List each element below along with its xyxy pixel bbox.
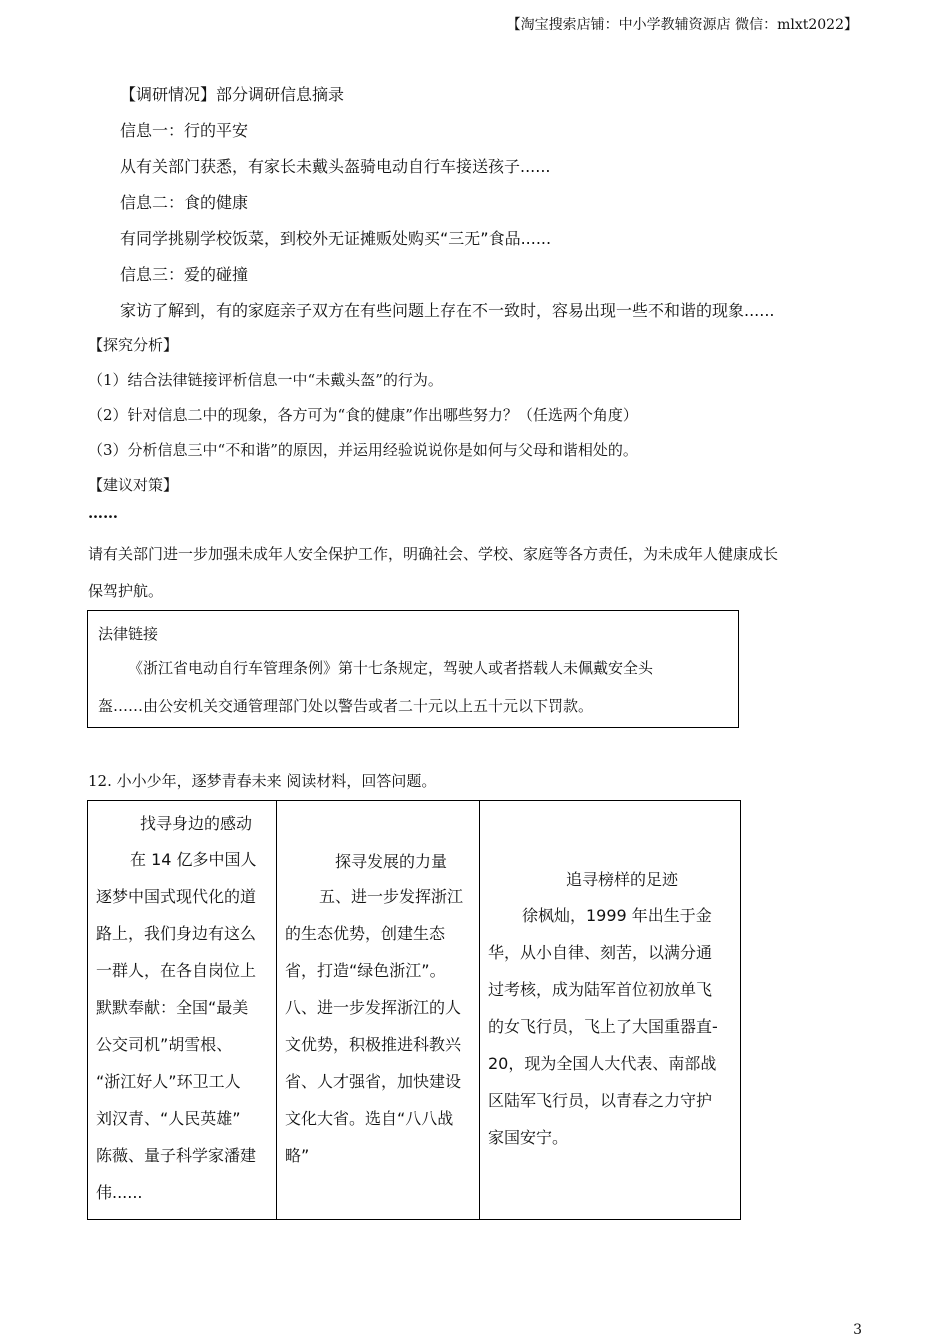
material-col-2 [277, 801, 480, 1220]
info1-text: 从有关部门获悉，有家长未戴头盔骑电动自行车接送孩子...... [120, 157, 551, 176]
col2-line: 八、进一步发挥浙江的人 [285, 998, 462, 1017]
info1-title: 信息一：行的平安 [120, 121, 249, 140]
material-col-3 [480, 801, 741, 1220]
col2-line: 省，打造“绿色浙江”。 [285, 961, 446, 980]
law-link-line-1: 《浙江省电动自行车管理条例》第十七条规定，驾驶人或者搭载人未佩戴安全头 [128, 659, 654, 677]
col1-line: “浙江好人”环卫工人 [96, 1072, 241, 1091]
research-heading: 【调研情况】部分调研信息摘录 [120, 85, 345, 104]
question-12: 12. 小小少年，逐梦青春未来 阅读材料，回答问题。 [88, 772, 437, 790]
col1-line: 逐梦中国式现代化的道 [96, 887, 257, 906]
col1-line: 在 14 亿多中国人 [130, 850, 257, 869]
col3-line: 家国安宁。 [488, 1128, 569, 1147]
analysis-heading: 【探究分析】 [88, 336, 179, 354]
col3-line: 徐枫灿，1999 年出生于金 [522, 906, 712, 925]
law-link-box [87, 610, 739, 728]
page-header: 【淘宝搜索店铺：中小学教辅资源店 微信：mlxt2022】 [506, 17, 858, 33]
suggestion-heading: 【建议对策】 [88, 476, 179, 494]
col1-line: 一群人，在各自岗位上 [96, 961, 257, 980]
col3-line: 20，现为全国人大代表、南部战 [488, 1054, 717, 1073]
col3-title: 追寻榜样的足迹 [566, 870, 679, 889]
col2-line: 文化大省。选自“八八战 [285, 1109, 454, 1128]
question-3: （3）分析信息三中“不和谐”的原因，并运用经验说说你是如何与父母和谐相处的。 [88, 441, 638, 459]
col2-line: 的生态优势，创建生态 [285, 924, 446, 943]
col3-line: 华，从小自律、刻苦，以满分通 [488, 943, 713, 962]
info3-text: 家访了解到，有的家庭亲子双方在有些问题上存在不一致时，容易出现一些不和谐的现象...... [120, 301, 775, 320]
col1-line: 公交司机”胡雪根、 [96, 1035, 233, 1054]
col2-line: 略” [285, 1146, 310, 1165]
material-col-1 [88, 801, 277, 1220]
col3-line: 过考核，成为陆军首位初放单飞 [488, 980, 713, 999]
material-table [87, 800, 741, 1220]
col1-line: 伟...... [96, 1183, 143, 1202]
info2-text: 有同学挑剔学校饭菜，到校外无证摊贩处购买“三无”食品...... [120, 229, 552, 248]
col1-line: 默默奉献：全国“最美 [96, 998, 249, 1017]
col1-line: 刘汉青、“人民英雄” [96, 1109, 241, 1128]
question-2: （2）针对信息二中的现象，各方可为“食的健康”作出哪些努力？（任选两个角度） [88, 406, 638, 424]
col2-title: 探寻发展的力量 [335, 852, 448, 871]
col2-line: 省、人才强省，加快建设 [285, 1072, 462, 1091]
law-link-title: 法律链接 [98, 625, 159, 643]
suggestion-line-1: 请有关部门进一步加强未成年人安全保护工作，明确社会、学校、家庭等各方责任，为未成年人健康成长 [88, 545, 779, 563]
col3-line: 的女飞行员，飞上了大国重器直- [488, 1017, 718, 1036]
col3-line: 区陆军飞行员，以青春之力守护 [488, 1091, 713, 1110]
col2-line: 文优势，积极推进科教兴 [285, 1035, 462, 1054]
law-link-line-2: 盔……由公安机关交通管理部门处以警告或者二十元以上五十元以下罚款。 [98, 697, 594, 715]
info2-title: 信息二：食的健康 [120, 193, 249, 212]
col1-title: 找寻身边的感动 [140, 814, 253, 833]
col1-line: 路上，我们身边有这么 [96, 924, 257, 943]
info3-title: 信息三：爱的碰撞 [120, 265, 249, 284]
suggestion-ellipsis: …… [88, 504, 118, 522]
question-1: （1）结合法律链接评析信息一中“未戴头盔”的行为。 [88, 371, 443, 389]
col2-line: 五、进一步发挥浙江 [319, 887, 464, 906]
page-number: 3 [853, 1322, 862, 1338]
suggestion-line-2: 保驾护航。 [88, 582, 164, 600]
col1-line: 陈薇、量子科学家潘建 [96, 1146, 257, 1165]
